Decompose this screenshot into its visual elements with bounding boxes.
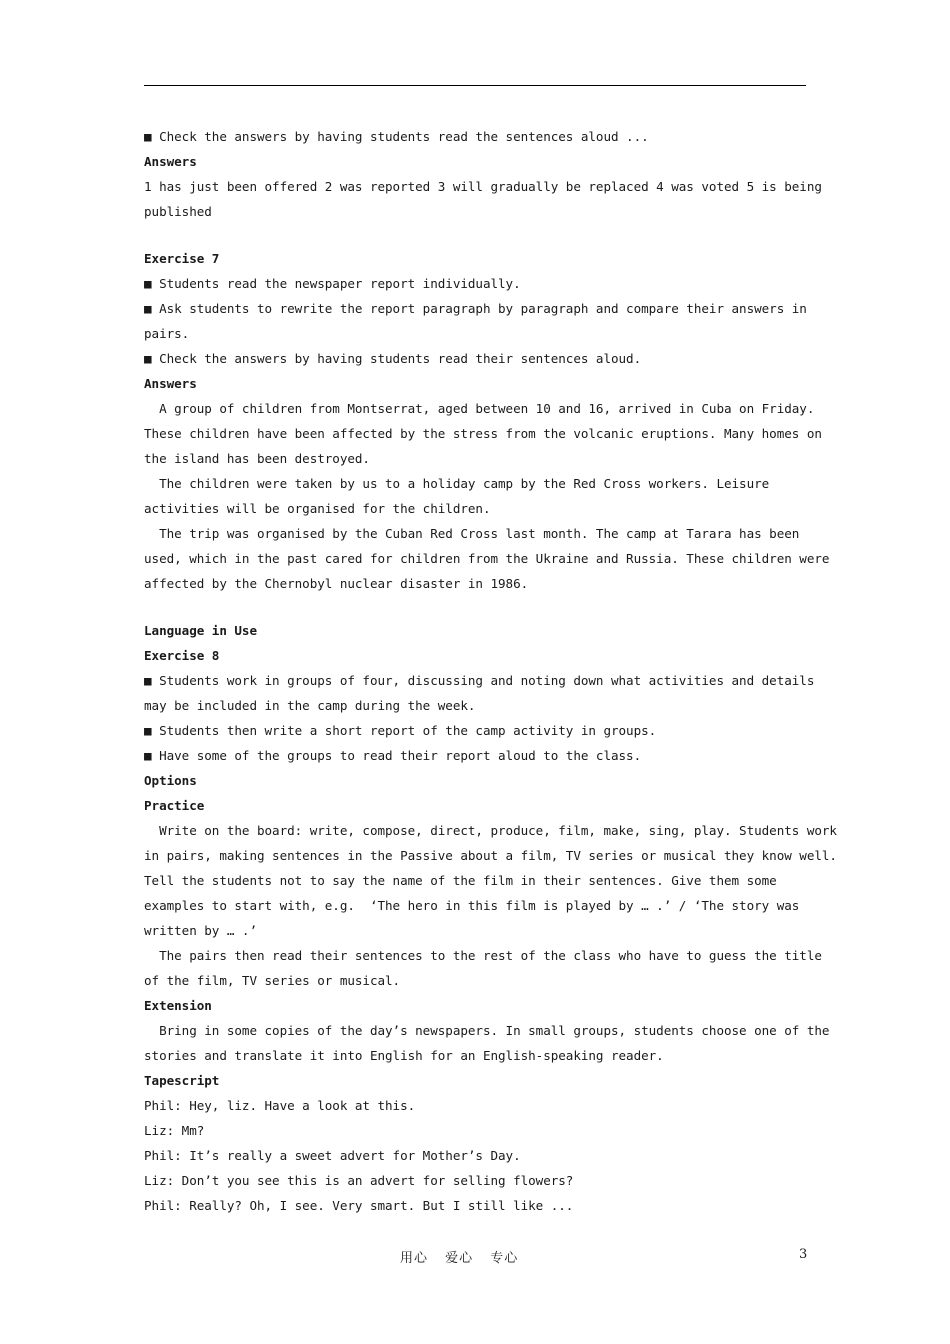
- header-rule: [144, 85, 806, 86]
- section-heading: Exercise 8: [144, 648, 220, 663]
- text-line: Write on the board: write, compose, direct, produce, film, make, sing, play. Students work: [144, 823, 837, 838]
- text-line: Tell the students not to say the name of the film in their sentences. Give them some: [144, 873, 777, 888]
- text-line: ■ Students then write a short report of the camp activity in groups.: [144, 723, 657, 738]
- section-heading: Answers: [144, 154, 197, 169]
- text-line: Bring in some copies of the day’s newspapers. In small groups, students choose one of the: [144, 1023, 830, 1038]
- text-line: Phil: It’s really a sweet advert for Mother’s Day.: [144, 1148, 521, 1163]
- text-line: A group of children from Montserrat, aged between 10 and 16, arrived in Cuba on Friday.: [144, 401, 815, 416]
- text-line: written by … .’: [144, 923, 257, 938]
- paragraph-gap: [144, 224, 812, 246]
- text-line: 1 has just been offered 2 was reported 3 will gradually be replaced 4 was voted 5 is being: [144, 179, 822, 194]
- text-line: stories and translate it into English for an English-speaking reader.: [144, 1048, 664, 1063]
- text-line: The pairs then read their sentences to the rest of the class who have to guess the title: [144, 948, 822, 963]
- text-line: Liz: Mm?: [144, 1123, 205, 1138]
- section-heading: Answers: [144, 376, 197, 391]
- text-line: examples to start with, e.g. ‘The hero in this film is played by … .’ / ‘The story was: [144, 898, 800, 913]
- text-line: Phil: Really? Oh, I see. Very smart. But I still like ...: [144, 1198, 574, 1213]
- text-line: in pairs, making sentences in the Passive about a film, TV series or musical they know well.: [144, 848, 837, 863]
- page-number: 3: [799, 1247, 808, 1262]
- text-line: the island has been destroyed.: [144, 451, 370, 466]
- text-line: may be included in the camp during the week.: [144, 698, 476, 713]
- text-line: These children have been affected by the stress from the volcanic eruptions. Many homes on: [144, 426, 822, 441]
- text-line: ■ Ask students to rewrite the report paragraph by paragraph and compare their answers in: [144, 301, 807, 316]
- text-line: affected by the Chernobyl nuclear disaster in 1986.: [144, 576, 529, 591]
- document-body: [144, 124, 837, 1218]
- text-line: ■ Check the answers by having students read the sentences aloud ...: [144, 129, 649, 144]
- text-line: pairs.: [144, 326, 190, 341]
- section-heading: Tapescript: [144, 1073, 220, 1088]
- text-line: ■ Check the answers by having students read their sentences aloud.: [144, 351, 642, 366]
- text-line: activities will be organised for the children.: [144, 501, 491, 516]
- text-line: ■ Have some of the groups to read their report aloud to the class.: [144, 748, 642, 763]
- paragraph-gap: [144, 596, 812, 618]
- text-line: ■ Students work in groups of four, discussing and noting down what activities and details: [144, 673, 815, 688]
- section-heading: Extension: [144, 998, 212, 1013]
- footer-motto: 用心 爱心 专心: [400, 1251, 519, 1266]
- section-heading: Practice: [144, 798, 205, 813]
- text-line: The children were taken by us to a holiday camp by the Red Cross workers. Leisure: [144, 476, 770, 491]
- text-line: Liz: Don’t you see this is an advert for selling flowers?: [144, 1173, 574, 1188]
- section-heading: Options: [144, 773, 197, 788]
- text-line: used, which in the past cared for children from the Ukraine and Russia. These children were: [144, 551, 830, 566]
- text-line: The trip was organised by the Cuban Red Cross last month. The camp at Tarara has been: [144, 526, 800, 541]
- section-heading: Language in Use: [144, 623, 257, 638]
- text-line: of the film, TV series or musical.: [144, 973, 401, 988]
- text-line: ■ Students read the newspaper report individually.: [144, 276, 521, 291]
- text-line: published: [144, 204, 212, 219]
- text-line: Phil: Hey, liz. Have a look at this.: [144, 1098, 416, 1113]
- page-footer: [0, 1247, 950, 1269]
- section-heading: Exercise 7: [144, 251, 220, 266]
